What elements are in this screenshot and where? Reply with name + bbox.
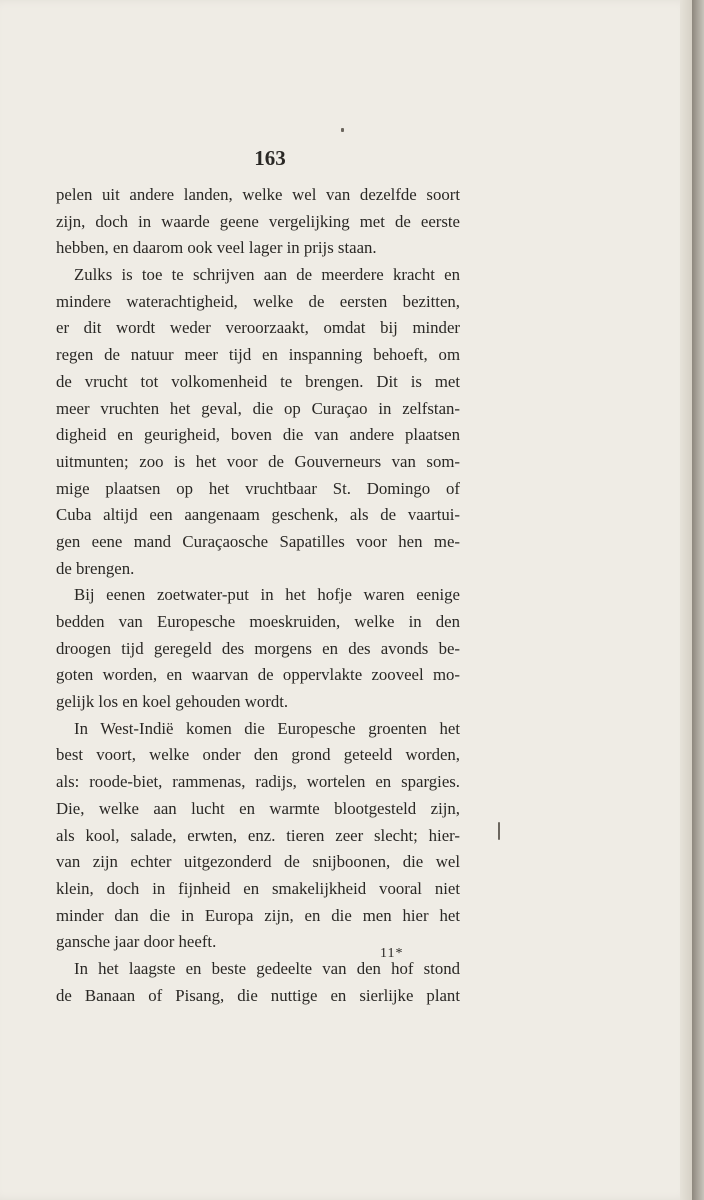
- text-line: gen eene mand Curaçaosche Sapatilles voor hen me-: [56, 531, 460, 551]
- text-line: als: roode-biet, rammenas, radijs, wortelen en spargies.: [56, 772, 460, 792]
- text-line: bedden van Europesche moeskruiden, welke in den: [56, 612, 460, 631]
- text-line: Die, welke aan lucht en warmte blootgesteld zijn,: [56, 798, 460, 818]
- text-line: de Banaan of Pisang, die nuttige en sierlijke plant: [56, 985, 460, 1005]
- text-line: best voort, welke onder den grond geteeld worden,: [56, 745, 460, 765]
- text-line: minder dan die in Europa zijn, en die men hier het: [56, 905, 460, 925]
- text-line: zijn, doch in waarde geene vergelijking met de eerste: [56, 211, 460, 231]
- text-line: van zijn echter uitgezonderd de snijboonen, die wel: [56, 852, 460, 872]
- text-line: gansche jaar door heeft.: [56, 932, 217, 952]
- body-text: [56, 182, 460, 1009]
- text-line: er dit wordt weder veroorzaakt, omdat bij minder: [56, 318, 460, 338]
- text-line: In West-Indië komen die Europesche groenten het: [74, 718, 460, 738]
- text-line: digheid en geurigheid, boven die van andere plaatsen: [56, 425, 460, 445]
- text-line: mindere waterachtigheid, welke de eersten bezitten,: [56, 291, 460, 311]
- text-line: Zulks is toe te schrijven aan de meerdere kracht en: [74, 265, 460, 285]
- paper-speck: [341, 128, 344, 132]
- text-line: mige plaatsen op het vruchtbaar St. Domingo of: [56, 478, 460, 498]
- text-line: de vrucht tot volkomenheid te brengen. Dit is met: [56, 371, 460, 391]
- page-shadow: [692, 0, 704, 1200]
- text-line: hebben, en daarom ook veel lager in prijs staan.: [56, 238, 377, 258]
- signature-mark: 11*: [380, 946, 404, 961]
- paper-speck: [498, 822, 500, 840]
- text-line: meer vruchten het geval, die op Curaçao in zelfstan-: [56, 398, 460, 418]
- text-line: goten worden, en waarvan de oppervlakte zooveel mo-: [56, 665, 460, 685]
- text-line: Cuba altijd een aangenaam geschenk, als de vaartui-: [56, 505, 460, 525]
- text-line: de brengen.: [56, 558, 135, 578]
- text-line: gelijk los en koel gehouden wordt.: [56, 692, 289, 712]
- text-line: Bij eenen zoetwater-put in het hofje waren eenige: [74, 585, 460, 605]
- text-line: uitmunten; zoo is het voor de Gouverneurs van som-: [56, 451, 460, 471]
- text-line: als kool, salade, erwten, enz. tieren zeer slecht; hier-: [56, 825, 460, 845]
- text-line: In het laagste en beste gedeelte van den hof stond: [74, 958, 460, 978]
- text-line: regen de natuur meer tijd en inspanning behoeft, om: [56, 345, 460, 365]
- page-edge: [680, 0, 692, 1200]
- text-line: droogen tijd geregeld des morgens en des avonds be-: [56, 638, 460, 658]
- text-line: pelen uit andere landen, welke wel van dezelfde soort: [56, 185, 460, 204]
- text-line: klein, doch in fijnheid en smakelijkheid vooral niet: [56, 878, 460, 898]
- page-number: 163: [254, 146, 286, 170]
